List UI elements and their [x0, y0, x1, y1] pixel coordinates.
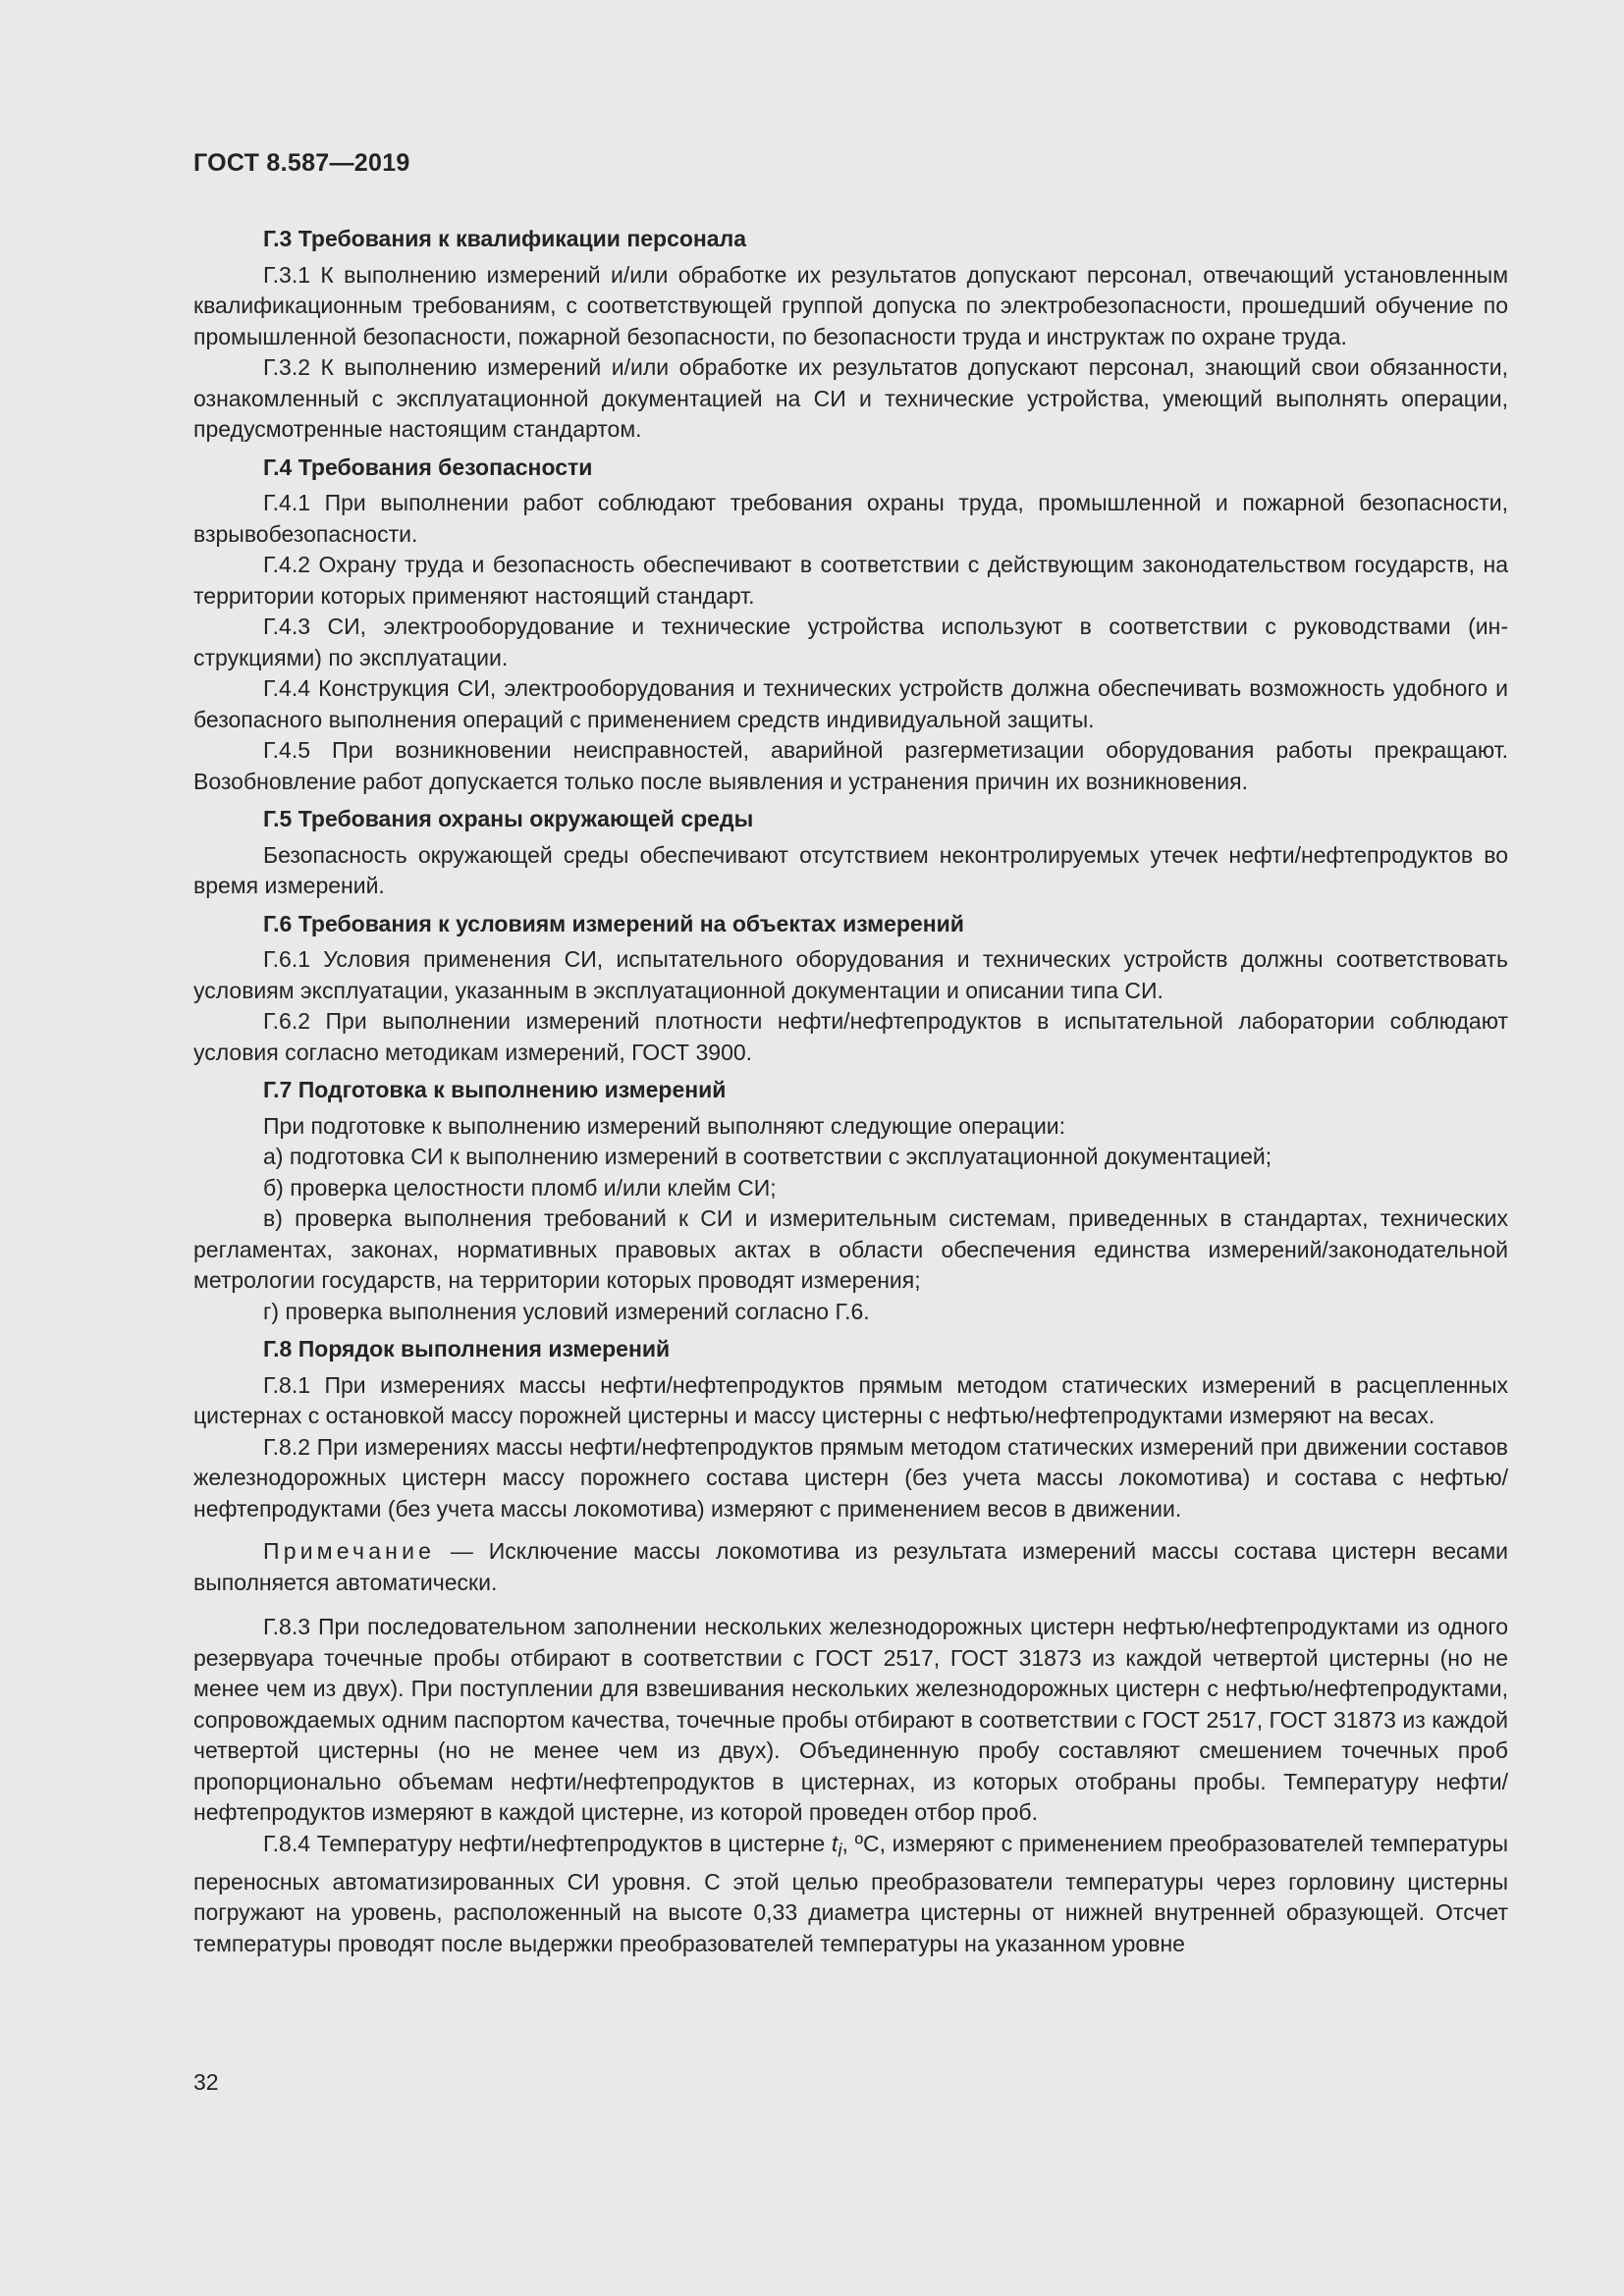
list-item: в) проверка выполнения требований к СИ и измерительным системам, приведенных в стандартах, технических регламентах, законах, нормативных правовых актах в области обеспечения единства измерений/законодательной метрологии государств, на территории которых проводят измерения; — [193, 1205, 1508, 1293]
section-title: Г.7 Подготовка к выполнению измерений — [263, 1077, 727, 1102]
temperature-subscript: i — [838, 1841, 842, 1862]
note — [193, 1536, 1508, 1598]
paragraph: Г.6.2 При выполнении измерений плотности нефти/нефтепродуктов в испытательной лаборатории соблюдают условия согласно методикам измерений, ГОСТ 3900. — [193, 1008, 1508, 1065]
temperature-symbol: t — [831, 1830, 839, 1856]
paragraph: Г.8.1 При измерениях массы нефти/нефтепродуктов прямым методом статических измерений в расцепленных цистернах с остановкой массу порожней цистерны и массу цистерны с нефтью/нефтепродуктами измеряют на весах. — [193, 1371, 1508, 1428]
section-g6 — [193, 909, 1508, 1069]
paragraph: Г.4.3 СИ, электрооборудование и технические устройства используют в соответствии с руководствами (инструкциями) по эксплуатации. — [193, 614, 1508, 670]
list-item: г) проверка выполнения условий измерений согласно Г.6. — [263, 1298, 870, 1324]
section-g3 — [193, 224, 1508, 446]
list-item: б) проверка целостности пломб и/или клейм СИ; — [263, 1174, 777, 1201]
section-g4 — [193, 453, 1508, 798]
paragraph: Г.4.2 Охрану труда и безопасность обеспечивают в соответствии с действующим законодательством государств, на территории которых применяют настоящий стандарт. — [193, 552, 1508, 609]
paragraph-text: , ºС, измеряют с применением преобразователей температуры переносных автоматизированных СИ уровня. С этой целью преобразователи температуры через горловину цистерны погружают на уровень, расположенный на высоте 0,33 диаметра цистерны от нижней внутренней образующей. Отсчет температуры проводят после выдержки преобразователей температуры на указанном уровне — [193, 1830, 1508, 1956]
list-item: а) подготовка СИ к выполнению измерений в соответствии с эксплуатационной документацией; — [263, 1144, 1272, 1169]
document-header: ГОСТ 8.587—2019 — [193, 149, 410, 177]
document-body — [193, 224, 1508, 1959]
paragraph: Безопасность окружающей среды обеспечивают отсутствием неконтролируемых утечек нефти/нефтепродуктов во время измерений. — [193, 841, 1508, 898]
paragraph: Г.3.2 К выполнению измерений и/или обработке их результатов допускают персонал, знающий свои обязанности, ознакомленный с эксплуатационной документацией на СИ и технические устройства, умеющий выполнять операции, предусмотренные настоящим стандартом. — [193, 354, 1508, 442]
paragraph — [193, 1829, 1508, 1960]
section-g7 — [193, 1075, 1508, 1327]
paragraph: Г.8.2 При измерениях массы нефти/нефтепродуктов прямым методом статических измерений при движении составов железнодорожных цистерн массу порожнего состава цистерн (без учета массы локомотива) и состава с нефтью/нефтепродуктами (без учета массы локомотива) измеряют с применением весов в движении. — [193, 1433, 1508, 1522]
paragraph: При подготовке к выполнению измерений выполняют следующие операции: — [263, 1112, 1066, 1139]
paragraph: Г.6.1 Условия применения СИ, испытательного оборудования и технических устройств должны соответствовать условиям эксплуатации, указанным в эксплуатационной документации и описании типа СИ. — [193, 946, 1508, 1003]
note-text: — Исключение массы локомотива из результата измерений массы состава цистерн весами выполняется автоматически. — [193, 1538, 1508, 1595]
paragraph: Г.4.1 При выполнении работ соблюдают требования охраны труда, промышленной и пожарной безопасности, взрывобезопасности. — [193, 490, 1508, 547]
section-g5 — [193, 804, 1508, 902]
section-title: Г.5 Требования охраны окружающей среды — [263, 806, 754, 831]
section-title: Г.6 Требования к условиям измерений на объектах измерений — [263, 910, 964, 936]
paragraph: Г.4.4 Конструкция СИ, электрооборудования и технических устройств должна обеспечивать возможность удобного и безопасного выполнения операций с применением средств индивидуальной защиты. — [193, 675, 1508, 732]
page-number: 32 — [193, 2069, 219, 2095]
paragraph: Г.8.3 При последовательном заполнении нескольких железнодорожных цистерн нефтью/нефтепродуктами из одного резервуара точечные пробы отбирают в соответствии с ГОСТ 2517, ГОСТ 31873 из каждой четвертой цистерны (но не менее чем из двух). При поступлении для взвешивания нескольких железнодорожных цистерн с нефтью/нефтепродуктами, сопровождаемых одним паспортом качества, точечные пробы отбирают в соответствии с ГОСТ 2517, ГОСТ 31873 из каждой четвертой цистерны (но не менее чем из двух). Объединенную пробу составляют смешением точечных проб пропорционально объемам нефти/нефтепродуктов в цистернах, из которых отобраны пробы. Температуру нефти/нефтепродуктов измеряют в каждой цистерне, из которой проведен отбор проб. — [193, 1614, 1508, 1825]
paragraph-text: Г.8.4 Температуру нефти/нефтепродуктов в цистерне — [263, 1830, 832, 1856]
paragraph: Г.4.5 При возникновении неисправностей, аварийной разгерметизации оборудования работы прекращают. Возобновление работ допускается только после выявления и устранения причин их возникновения. — [193, 737, 1508, 794]
section-g8 — [193, 1334, 1508, 1959]
section-title: Г.4 Требования безопасности — [263, 454, 593, 480]
section-title: Г.3 Требования к квалификации персонала — [263, 226, 746, 251]
section-title: Г.8 Порядок выполнения измерений — [263, 1336, 671, 1362]
note-label: Примечание — [263, 1538, 436, 1564]
paragraph: Г.3.1 К выполнению измерений и/или обработке их результатов допускают персонал, отвечающий установленным квалификационным требованиям, с соответствующей группой допуска по электробезопасности, прошедший обучение по промышленной безопасности, пожарной безопасности, по безопасности труда и инструктаж по охране труда. — [193, 261, 1508, 349]
